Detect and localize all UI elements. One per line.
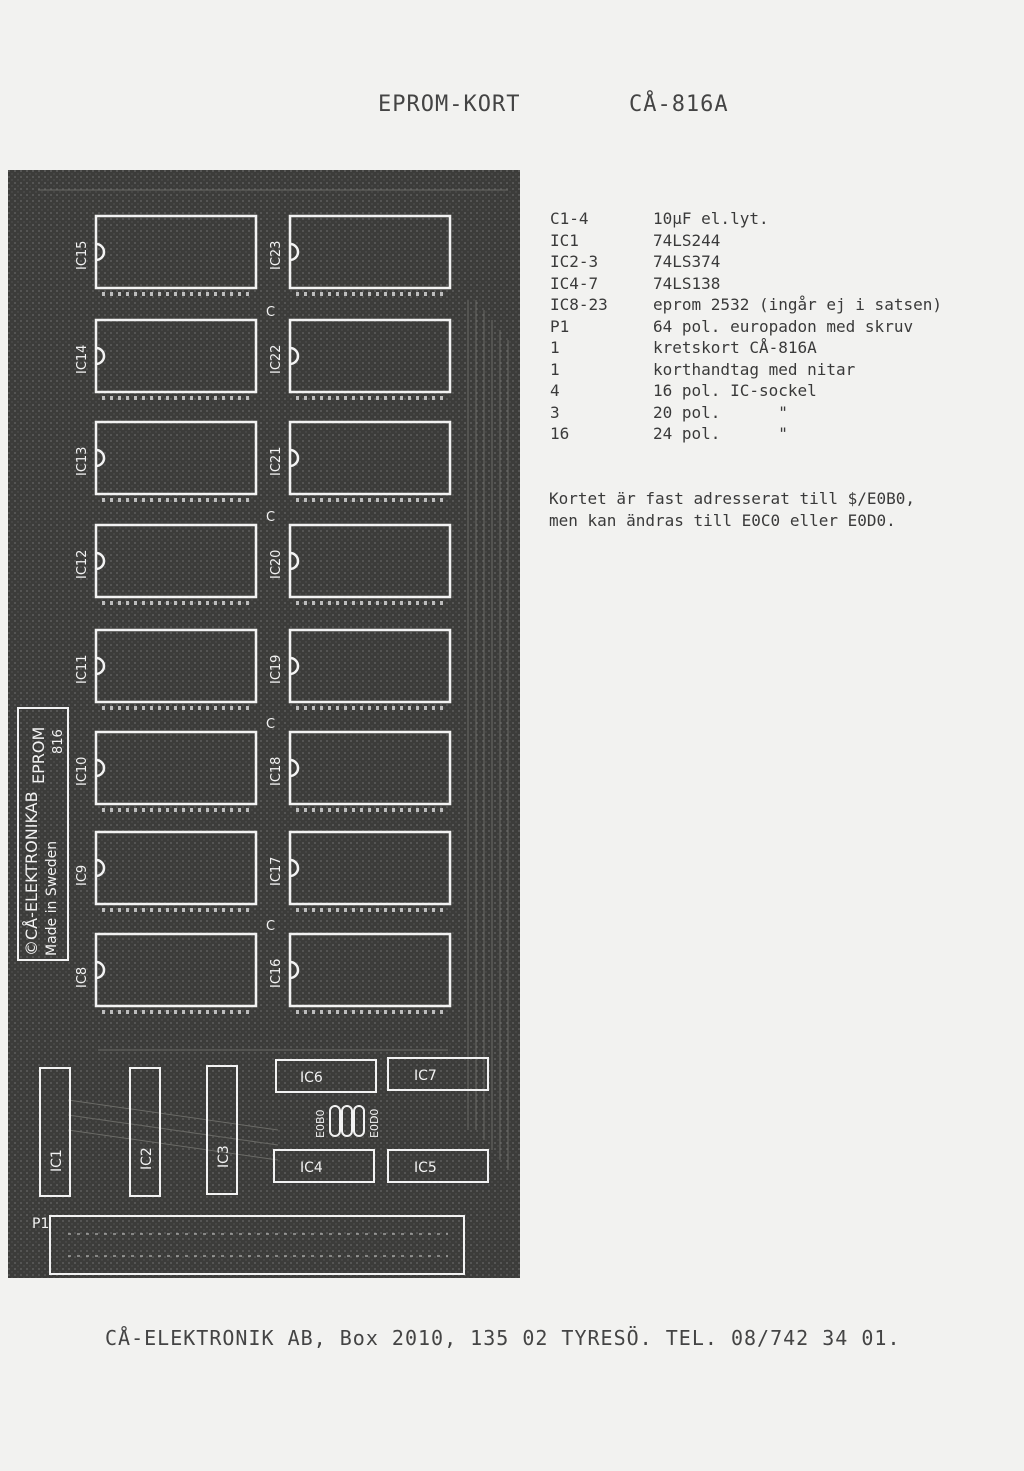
parts-desc: 24 pol. " [653, 424, 788, 443]
chip-label: IC12 [75, 549, 90, 579]
chip-label: IC23 [269, 240, 284, 270]
parts-row [550, 251, 942, 273]
chip-label: IC15 [75, 240, 90, 270]
parts-ref: IC1 [550, 230, 579, 250]
silk-brand: ©CÅ-ELEKTRONIKAB [22, 791, 41, 956]
connector-label: P1 [32, 1216, 50, 1232]
capacitor-label: C [266, 305, 276, 320]
parts-ref: 1 [550, 359, 560, 379]
parts-row [550, 230, 942, 252]
parts-row [550, 359, 942, 381]
chip-label: IC3 [216, 1145, 232, 1168]
silk-origin: Made in Sweden [44, 840, 60, 956]
chip-label: IC19 [269, 654, 284, 684]
chip-label: IC1 [49, 1149, 65, 1172]
company-footer: CÅ-ELEKTRONIK AB, Box 2010, 135 02 TYRESÖ. TEL. 08/742 34 01. [105, 1326, 901, 1350]
chip-label: IC17 [269, 856, 284, 886]
chip-label: IC7 [414, 1068, 437, 1084]
parts-ref: 1 [550, 338, 560, 357]
silk-number: 816 [51, 729, 66, 754]
parts-ref: C1-4 [550, 209, 589, 228]
chip-label: IC8 [75, 966, 90, 988]
chip-label: IC2 [139, 1147, 155, 1170]
page-title [378, 92, 729, 117]
parts-desc: 20 pol. " [653, 402, 788, 422]
chip-label: IC22 [269, 344, 284, 374]
parts-desc: 64 pol. europadon med skruv [653, 316, 914, 336]
parts-row [550, 294, 942, 316]
parts-desc: 74LS244 [653, 230, 721, 250]
parts-ref: 16 [550, 424, 570, 443]
parts-row [550, 402, 942, 424]
chip-label: IC20 [269, 549, 284, 579]
parts-desc: eprom 2532 (ingår ej i satsen) [653, 295, 942, 314]
capacitor-label: C [266, 717, 276, 732]
parts-row [550, 380, 942, 402]
chip-label: IC9 [75, 864, 90, 886]
parts-desc: 16 pol. IC-sockel [653, 381, 817, 400]
note-line-2: men kan ändras till E0C0 eller E0D0. [549, 511, 896, 530]
parts-desc: 74LS138 [653, 273, 721, 293]
parts-row [550, 316, 942, 338]
parts-ref: IC8-23 [550, 295, 608, 314]
pcb-drawing [8, 170, 520, 1278]
capacitor-label: C [266, 510, 276, 525]
chip-label: IC16 [269, 958, 284, 988]
parts-row [550, 337, 942, 359]
parts-list [550, 208, 942, 445]
parts-row [550, 208, 942, 230]
chip-label: IC4 [300, 1160, 323, 1176]
board-title: EPROM-KORT [378, 92, 521, 117]
parts-ref: IC2-3 [550, 252, 599, 271]
chip-label: IC13 [75, 446, 90, 476]
parts-row [550, 273, 942, 295]
model-title: CÅ-816A [628, 92, 729, 117]
jumper-label-left: E0B0 [314, 1109, 327, 1138]
parts-desc: 74LS374 [653, 252, 721, 271]
chip-label: IC18 [269, 756, 284, 786]
chip-label: IC14 [75, 344, 90, 374]
parts-desc: korthandtag med nitar [653, 359, 856, 379]
parts-row [550, 423, 942, 445]
chip-label: IC11 [75, 654, 90, 684]
parts-ref: 4 [550, 381, 560, 400]
note-line-1: Kortet är fast adresserat till $/E0B0, [549, 489, 916, 508]
pcb-layout [8, 170, 520, 1278]
chip-label: IC6 [300, 1070, 323, 1086]
chip-label: IC5 [414, 1160, 437, 1176]
silk-product: EPROM [29, 726, 48, 784]
capacitor-label: C [266, 919, 276, 934]
chip-label: IC21 [269, 446, 284, 476]
parts-ref: IC4-7 [550, 273, 599, 293]
chip-label: IC10 [75, 756, 90, 786]
parts-desc: 10μF el.lyt. [653, 209, 769, 228]
parts-desc: kretskort CÅ-816A [653, 338, 817, 357]
address-note [549, 488, 915, 532]
parts-ref: 3 [550, 402, 560, 422]
jumper-label-right: E0D0 [368, 1108, 381, 1138]
parts-ref: P1 [550, 316, 570, 336]
